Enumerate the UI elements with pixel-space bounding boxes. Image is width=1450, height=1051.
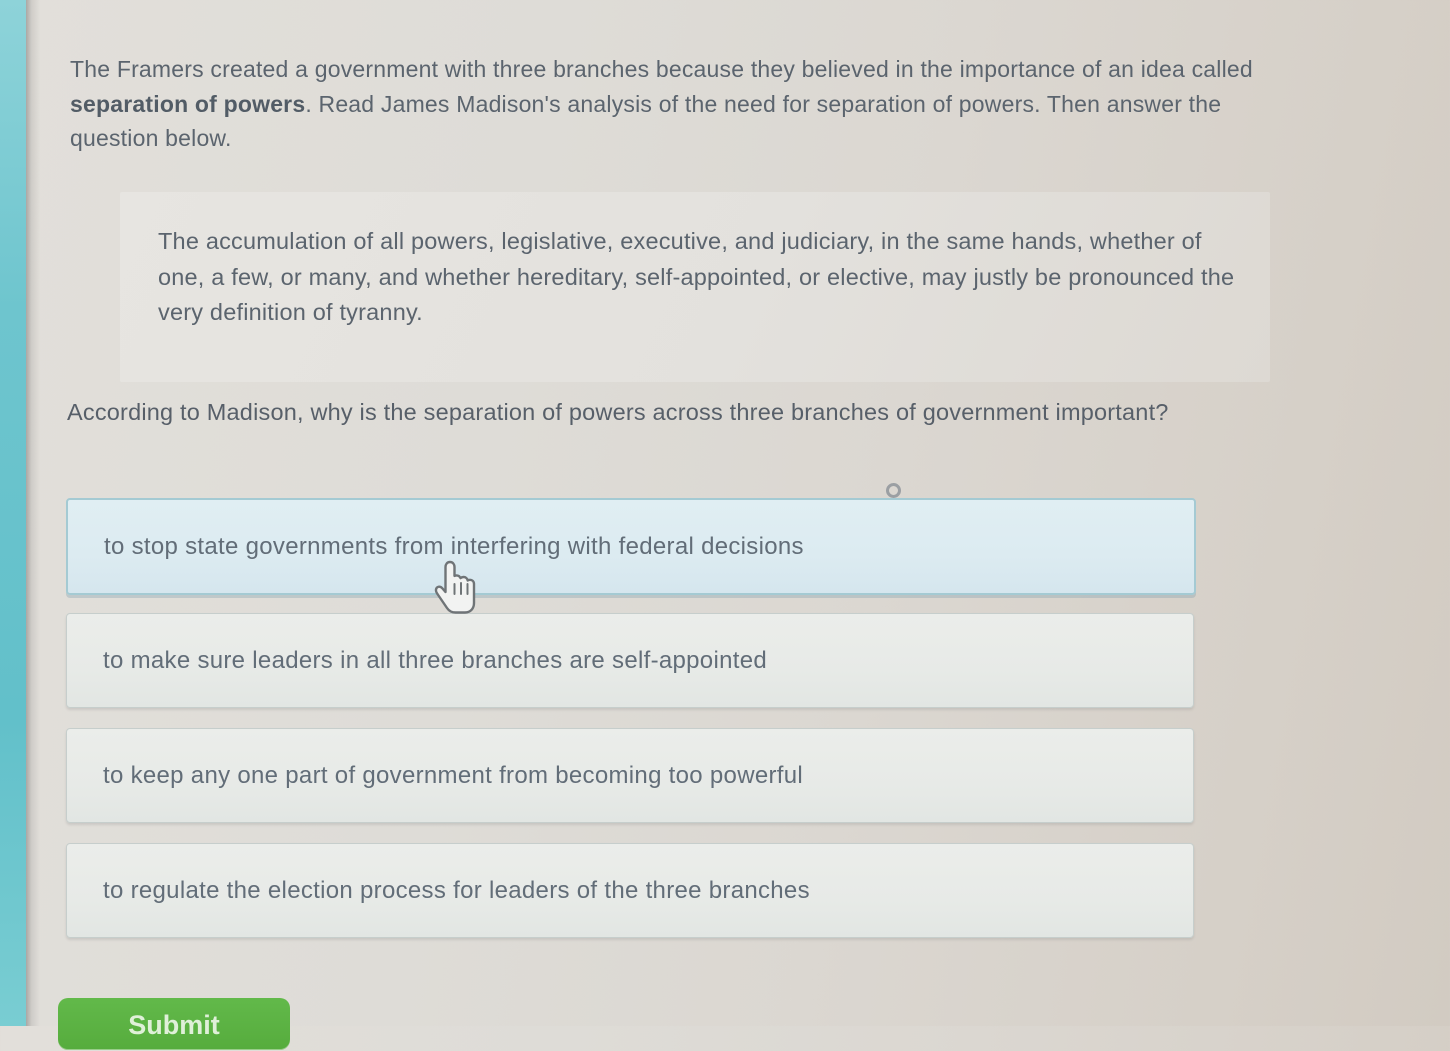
intro-text-bold: separation of powers — [70, 90, 306, 117]
intro-paragraph — [70, 52, 1305, 156]
intro-text-post: . Read James Madison's analysis of the need for separation of powers. Then answer the question below. — [70, 90, 1222, 151]
answer-option-3-label: to keep any one part of government from becoming too powerful — [103, 761, 804, 789]
answer-option-1-label: to stop state governments from interfering with federal decisions — [104, 532, 804, 560]
answer-option-2[interactable] — [66, 613, 1194, 708]
madison-quote-text: The accumulation of all powers, legislative, executive, and judiciary, in the same hands, whether of one, a few, or many, and whether hereditary, self-appointed, or elective, may justly be pronounced the very definition of tyranny. — [158, 228, 1235, 326]
answer-option-1[interactable] — [66, 498, 1196, 595]
answer-option-3[interactable] — [66, 728, 1194, 823]
answer-option-2-label: to make sure leaders in all three branches are self-appointed — [103, 646, 768, 674]
question-text: According to Madison, why is the separation of powers across three branches of government important? — [67, 399, 1169, 425]
intro-text-pre: The Framers created a government with three branches because they believed in the importance of an idea called — [70, 56, 1253, 82]
left-edge-stripe — [0, 0, 26, 1026]
submit-button[interactable]: Submit — [58, 998, 290, 1050]
small-circle-glyph — [886, 483, 901, 498]
left-edge-shadow — [26, 0, 40, 1026]
madison-quote-card — [120, 192, 1270, 382]
answer-option-4[interactable] — [66, 843, 1194, 938]
answer-option-4-label: to regulate the election process for leaders of the three branches — [103, 876, 810, 904]
